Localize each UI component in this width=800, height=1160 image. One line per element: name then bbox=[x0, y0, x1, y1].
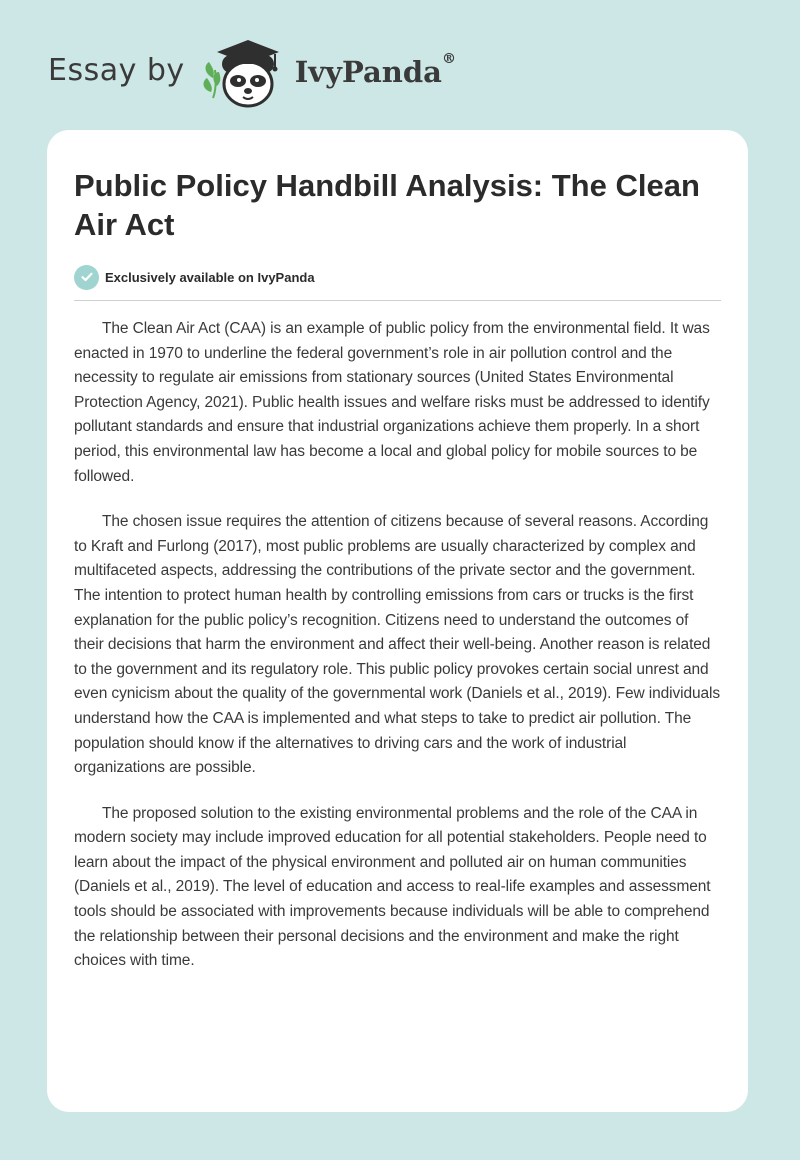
page-title: Public Policy Handbill Analysis: The Clean Air Act bbox=[74, 168, 700, 242]
registered-mark: ® bbox=[441, 51, 456, 67]
paragraph-2: The chosen issue requires the attention of citizens because of several reasons. According to Kraft and Furlong (2017), most public problems are usually characterized by complex and multifaceted aspects, addressing the contributions of the private sector and the government. The intention to protect human health by controlling emissions from cars or trucks is the first explanation for the public policy’s recognition. Citizens need to understand the outcomes of their decisions that harm the environment and affect their well-being. Another reason is related to the government and its regulatory role. This public policy provokes certain social unrest and even cynicism about the quality of the governmental work (Daniels et al., 2019). Few individuals understand how the CAA is implemented and what steps to take to predict air pollution. The population should know if the alternatives to driving cars and the work of industrial organizations are possible. bbox=[74, 513, 721, 777]
paragraph-3: The proposed solution to the existing environmental problems and the role of the CAA in modern society may include improved education for all potential stakeholders. People need to learn about the impact of the physical environment and polluted air on human communities (Daniels et al., 2019). The level of education and access to real-life examples and assessment tools should be associated with improvements because individuals will be able to comprehend the relationship between their personal decisions and the environment and make the right choices with time. bbox=[74, 804, 711, 970]
badge-text: Exclusively available on IvyPanda bbox=[105, 269, 315, 285]
brand-prefix: Essay by bbox=[48, 52, 185, 88]
divider bbox=[74, 300, 721, 301]
article-card bbox=[47, 130, 748, 1112]
brand-header bbox=[48, 34, 456, 114]
exclusive-badge bbox=[74, 264, 721, 290]
brand-name: IvyPanda® bbox=[294, 51, 456, 89]
panda-graduate-icon bbox=[199, 34, 291, 114]
paragraph-1: The Clean Air Act (CAA) is an example of public policy from the environmental field. It was enacted in 1970 to underline the federal government’s role in air pollution control and the necessity to regulate air emissions from stationary sources (United States Environmental Protection Agency, 2021). Public health issues and welfare risks must be addressed to identify pollutant standards and ensure that industrial organizations achieve them properly. In a short period, this environmental law has become a local and global policy for mobile sources to be followed. bbox=[74, 320, 710, 485]
check-circle-icon bbox=[74, 265, 99, 290]
